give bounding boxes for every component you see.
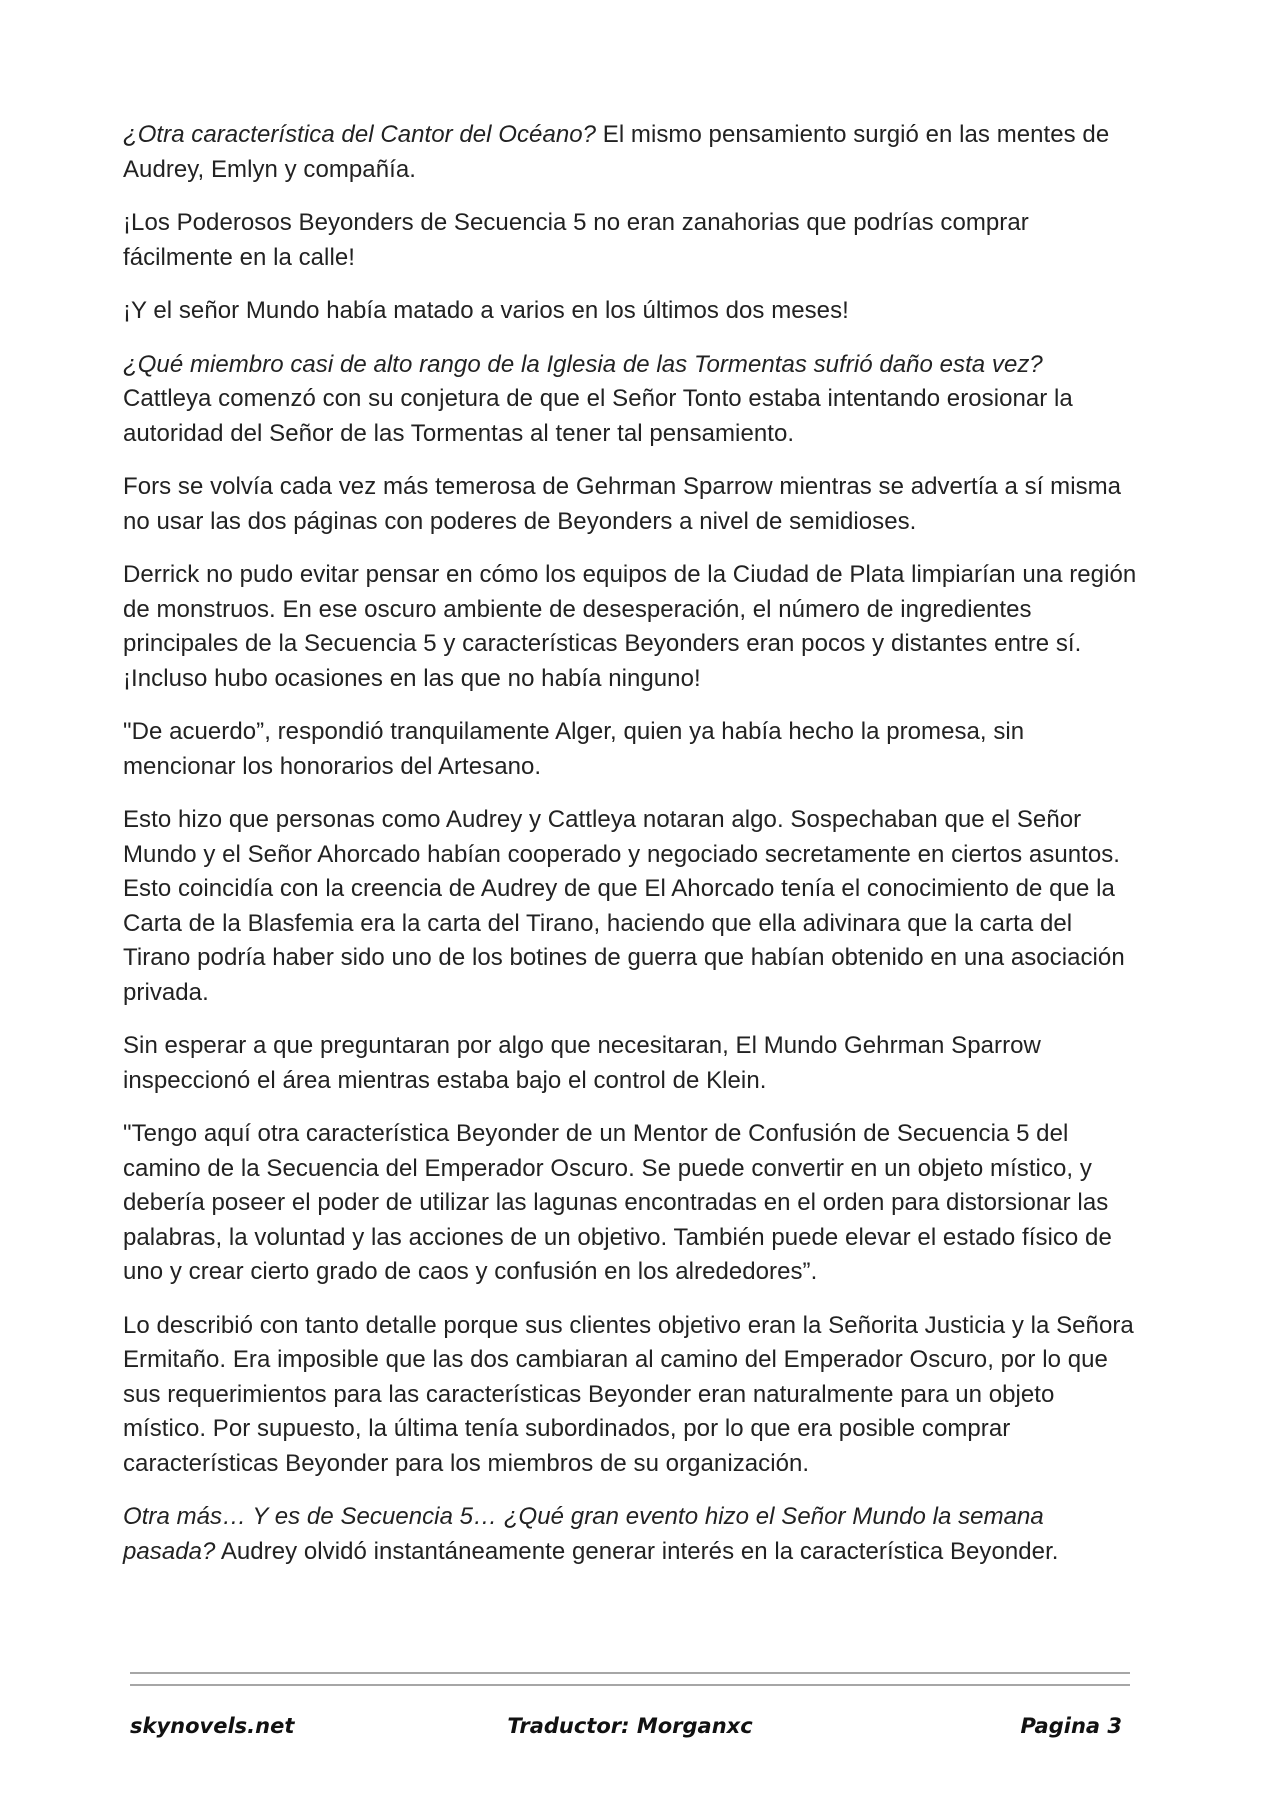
footer-divider-bottom	[130, 1684, 1130, 1686]
footer-translator: Traductor: Morganxc	[507, 1714, 753, 1738]
paragraph	[123, 206, 1137, 275]
italic-text-run: ¿Otra característica del Cantor del Océano?	[123, 121, 597, 148]
footer-divider-top	[130, 1672, 1130, 1674]
italic-text-run: Otra más… Y es de Secuencia 5… ¿Qué gran evento hizo el Señor Mundo la semana pasada?	[123, 1503, 1044, 1565]
document-body	[123, 118, 1137, 1588]
italic-text-run: ¿Qué miembro casi de alto rango de la Iglesia de las Tormentas sufrió daño esta vez?	[123, 350, 1043, 378]
text-run: Esto hizo que personas como Audrey y Cattleya notaran algo. Sospechaban que el Señor Mundo y el Señor Ahorcado habían cooperado y negociado secretamente en ciertos asuntos. Esto coincidía con la creencia de Audrey de que El Ahorcado tenía el conocimiento de que la Carta de la Blasfemia era la carta del Tirano, haciendo que ella adivinara que la carta del Tirano podría haber sido uno de los botines de guerra que habían obtenido en una asociación privada.	[123, 806, 1125, 1006]
text-run: Audrey olvidó instantáneamente generar interés en la característica Beyonder.	[215, 1537, 1059, 1565]
text-run: "Tengo aquí otra característica Beyonder de un Mentor de Confusión de Secuencia 5 del camino de la Secuencia del Emperador Oscuro. Se puede convertir en un objeto místico, y debería poseer el poder de utilizar las lagunas encontradas en el orden para distorsionar las palabras, la voluntad y las acciones de un objetivo. También puede elevar el estado físico de uno y crear cierto grado de caos y confusión en los alrededores”.	[123, 1120, 1112, 1285]
footer-page-number: Pagina 3	[1020, 1714, 1122, 1738]
text-run: Cattleya comenzó con su conjetura de que el Señor Tonto estaba intentando erosionar la autoridad del Señor de las Tormentas al tener tal pensamiento.	[123, 385, 1073, 447]
text-run: Sin esperar a que preguntaran por algo que necesitaran, El Mundo Gehrman Sparrow inspeccionó el área mientras estaba bajo el control de Klein.	[123, 1032, 1041, 1094]
text-run: El mismo pensamiento surgió en las mentes de Audrey, Emlyn y compañía.	[123, 121, 1110, 183]
paragraph	[123, 470, 1137, 539]
paragraph	[123, 348, 1137, 452]
text-run: ¡Los Poderosos Beyonders de Secuencia 5 no eran zanahorias que podrías comprar fácilmente en la calle!	[123, 209, 1029, 271]
text-run: Fors se volvía cada vez más temerosa de Gehrman Sparrow mientras se advertía a sí misma no usar las dos páginas con poderes de Beyonders a nivel de semidioses.	[123, 473, 1122, 535]
paragraph	[123, 558, 1137, 696]
text-run: Lo describió con tanto detalle porque sus clientes objetivo eran la Señorita Justicia y la Señora Ermitaño. Era imposible que las dos cambiaran al camino del Emperador Oscuro, por lo que sus requerimientos para las características Beyonder eran naturalmente para un objeto místico. Por supuesto, la última tenía subordinados, por lo que era posible comprar características Beyonder para los miembros de su organización.	[123, 1311, 1134, 1477]
paragraph	[123, 1117, 1137, 1290]
paragraph	[123, 1029, 1137, 1098]
paragraph	[123, 1309, 1137, 1482]
footer-site: skynovels.net	[130, 1714, 295, 1738]
paragraph	[123, 294, 1137, 329]
paragraph	[123, 118, 1137, 187]
text-run: "De acuerdo”, respondió tranquilamente Alger, quien ya había hecho la promesa, sin mencionar los honorarios del Artesano.	[123, 718, 1025, 780]
paragraph	[123, 715, 1137, 784]
text-run: Derrick no pudo evitar pensar en cómo los equipos de la Ciudad de Plata limpiarían una región de monstruos. En ese oscuro ambiente de desesperación, el número de ingredientes principales de la Secuencia 5 y características Beyonders eran pocos y distantes entre sí. ¡Incluso hubo ocasiones en las que no había ninguno!	[123, 561, 1137, 692]
text-run: ¡Y el señor Mundo había matado a varios en los últimos dos meses!	[123, 297, 849, 324]
paragraph	[123, 803, 1137, 1010]
paragraph	[123, 1500, 1137, 1569]
page-footer	[130, 1714, 1130, 1748]
